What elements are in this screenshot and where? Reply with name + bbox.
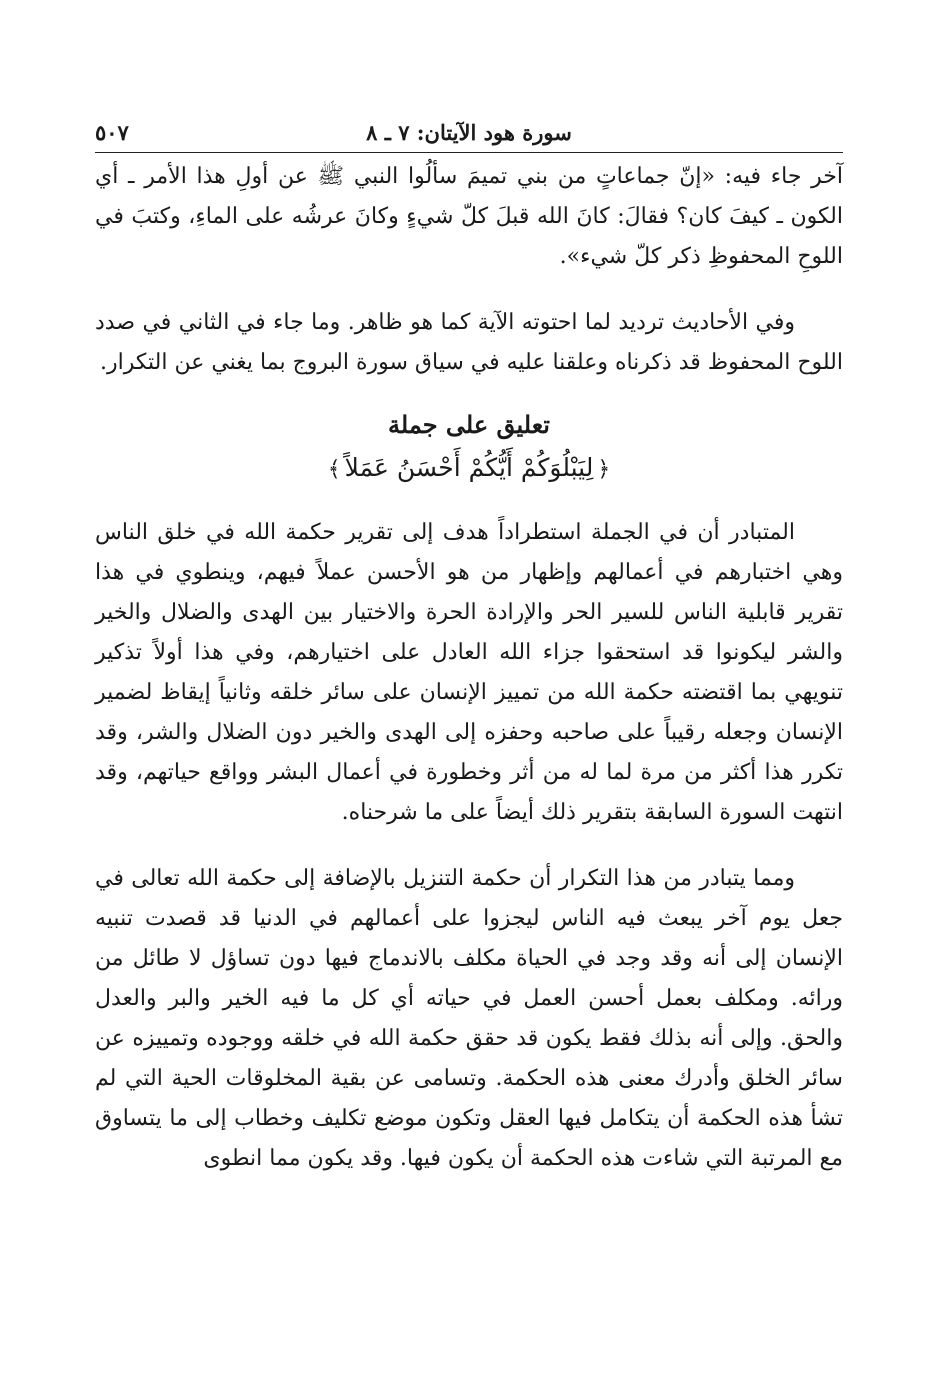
verse-text: لِيَبْلُوَكُمْ أَيُّكُمْ أَحْسَنُ عَمَلاً [344,453,594,482]
paragraph-hadith-comment: وفي الأحاديث ترديد لما احتوته الآية كما هو ظاهر. وما جاء في الثاني في صدد اللوح المحفوظ قد ذكرناه وعلقنا عليه في سياق سورة البروج بما يغني عن التكرار. [95,310,843,375]
paragraph-commentary-2: ومما يتبادر من هذا التكرار أن حكمة التنزيل بالإضافة إلى حكمة الله تعالى في جعل يوم آخر يبعث فيه الناس ليجزوا على أعمالهم في الدنيا قد قصدت تنبيه الإنسان إلى أنه وقد وجد في الحياة مكلف بالاندماج فيها دون تساؤل لا طائل من ورائه. ومكلف بعمل أحسن العمل في حياته أي كل ما فيه الخير والبر والعدل والحق. وإلى أنه بذلك فقط يكون قد حقق حكمة الله في خلقه ووجوده وتمييزه عن سائر الخلق وأدرك معنى هذه الحكمة. وتسامى عن بقية المخلوقات الحية التي لم تشأ هذه الحكمة أن يتكامل فيها العقل وتكون موضع تكليف وخطاب إلى ما يتساوق مع المرتبة التي شاءت هذه الحكمة أن يكون فيها. وقد يكون مما انطوى [95,866,843,1171]
verse-close-bracket: ﴾ [327,457,341,482]
running-title: سورة هود الآيتان: ٧ ـ ٨ [366,120,572,145]
paragraph-commentary-1: المتبادر أن في الجملة استطراداً هدف إلى تقرير حكمة الله في خلق الناس وهي اختبارهم في أعمالهم وإظهار من هو الأحسن عملاً فيهم، وينطوي في هذا تقرير قابلية الناس للسير الحر والإرادة الحرة والاختيار بين الهدى والضلال والخير والشر ليكونوا قد استحقوا جزاء الله العادل على اختيارهم، وفي هذا أولاً تذكير تنويهي بما اقتضته حكمة الله من تمييز الإنسان على سائر خلقه وثانياً إيقاظ لضمير الإنسان وجعله رقيباً على صاحبه وحفزه إلى الهدى والخير دون الضلال والشر، وقد تكرر هذا أكثر من مرة لما له من أثر وخطورة في أعمال البشر وواقع حياتهم، وقد انتهت السورة السابقة بتقرير ذلك أيضاً على ما شرحناه. [95,520,843,825]
paragraph-hadith-continuation: آخر جاء فيه: «إنّ جماعاتٍ من بني تميمَ سألُوا النبي ﷺ عن أولِ هذا الأمر ـ أي الكون ـ كيفَ كان؟ فقالَ: كانَ الله قبلَ كلّ شيءٍ وكانَ عرشُه على الماءِ، وكتبَ في اللوحِ المحفوظِ ذكر كلّ شيء». [95,164,843,269]
page-header [95,112,843,153]
verse-open-bracket: ﴿ [597,457,611,482]
section-heading: تعليق على جملة [388,410,550,439]
page-number: ٥٠٧ [95,120,129,145]
quran-verse [95,447,843,491]
book-page [95,112,843,1342]
